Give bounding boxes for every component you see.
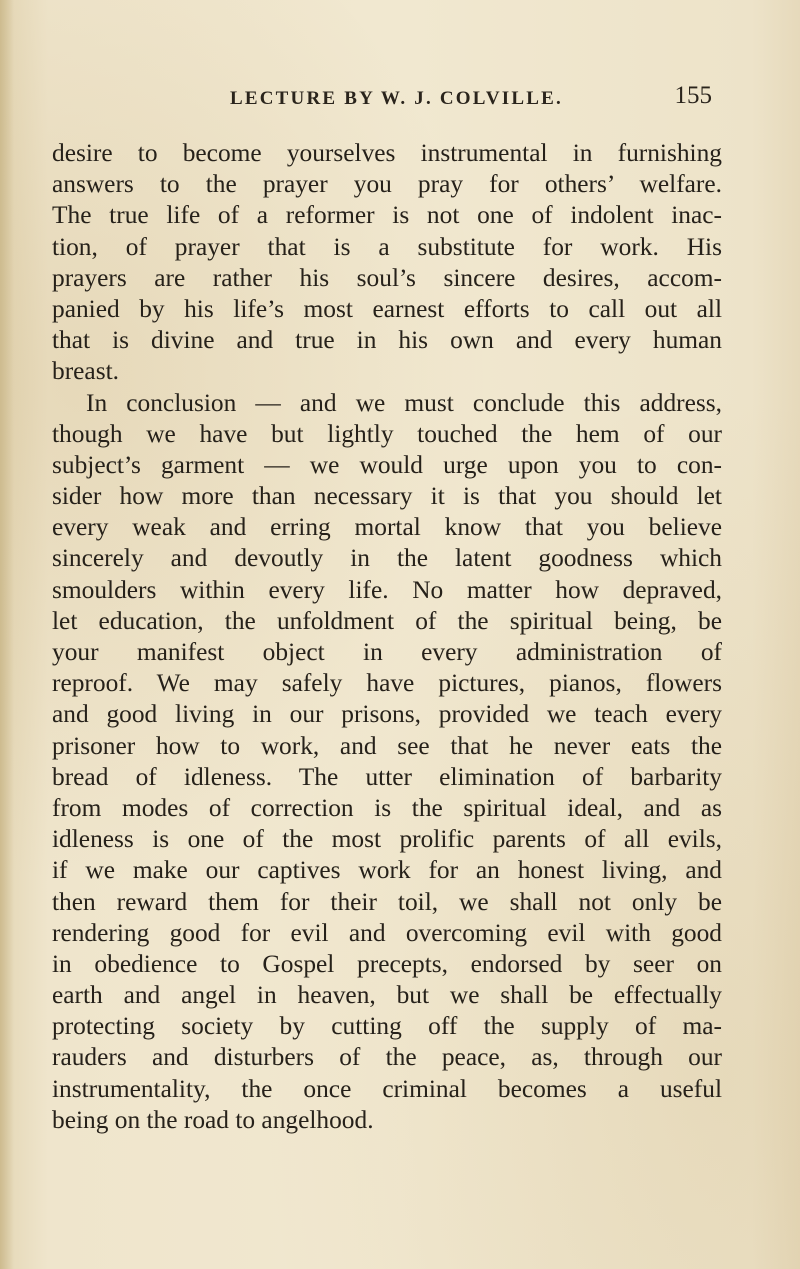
text-line: breast. bbox=[52, 357, 119, 386]
page-gutter-shadow bbox=[0, 0, 14, 1269]
text-line: prayers are rather his soul’s sincere desires, accom- bbox=[52, 263, 722, 292]
text-line: that is divine and true in his own and every human bbox=[52, 326, 722, 355]
page-number: 155 bbox=[674, 82, 712, 109]
text-line: The true life of a reformer is not one of indolent inac- bbox=[52, 201, 722, 230]
text-line: sincerely and devoutly in the latent goodness which bbox=[52, 544, 722, 573]
text-line: bread of idleness. The utter elimination of barbarity bbox=[52, 762, 722, 791]
text-line: being on the road to angelhood. bbox=[52, 1105, 374, 1134]
text-line: and good living in our prisons, provided we teach every bbox=[52, 700, 722, 729]
text-line: from modes of correction is the spiritual ideal, and as bbox=[52, 793, 722, 822]
text-line: earth and angel in heaven, but we shall be effectually bbox=[52, 981, 722, 1010]
running-title: LECTURE BY W. J. COLVILLE. bbox=[230, 88, 563, 109]
text-line: your manifest object in every administration of bbox=[52, 638, 722, 666]
text-line: tion, of prayer that is a substitute for work. His bbox=[52, 232, 722, 261]
running-head bbox=[222, 80, 712, 120]
text-line: answers to the prayer you pray for others’ welfare. bbox=[52, 170, 722, 199]
text-line: if we make our captives work for an honest living, and bbox=[52, 856, 722, 885]
body-text bbox=[52, 138, 722, 1136]
text-line: rauders and disturbers of the peace, as, through our bbox=[52, 1043, 722, 1072]
text-line: panied by his life’s most earnest efforts to call out all bbox=[52, 294, 722, 323]
text-line: instrumentality, the once criminal becomes a useful bbox=[52, 1074, 722, 1103]
text-line: then reward them for their toil, we shall not only be bbox=[52, 887, 722, 916]
text-line: every weak and erring mortal know that you believe bbox=[52, 513, 722, 542]
text-line: rendering good for evil and overcoming evil with good bbox=[52, 918, 722, 947]
text-line: let education, the unfoldment of the spiritual being, be bbox=[52, 606, 722, 635]
text-line: though we have but lightly touched the hem of our bbox=[52, 419, 722, 448]
text-line: In conclusion — and we must conclude this address, bbox=[86, 388, 722, 417]
text-line: in obedience to Gospel precepts, endorsed by seer on bbox=[52, 949, 722, 978]
text-line: protecting society by cutting off the supply of ma- bbox=[52, 1012, 722, 1041]
text-line: idleness is one of the most prolific parents of all evils, bbox=[52, 825, 722, 854]
text-line: reproof. We may safely have pictures, pianos, flowers bbox=[52, 669, 722, 698]
text-line: sider how more than necessary it is that you should let bbox=[52, 482, 722, 511]
text-line: smoulders within every life. No matter how depraved, bbox=[52, 575, 722, 604]
text-line: desire to become yourselves instrumental in furnishing bbox=[52, 139, 722, 167]
text-line: subject’s garment — we would urge upon you to con- bbox=[52, 450, 722, 479]
text-line: prisoner how to work, and see that he never eats the bbox=[52, 731, 722, 760]
